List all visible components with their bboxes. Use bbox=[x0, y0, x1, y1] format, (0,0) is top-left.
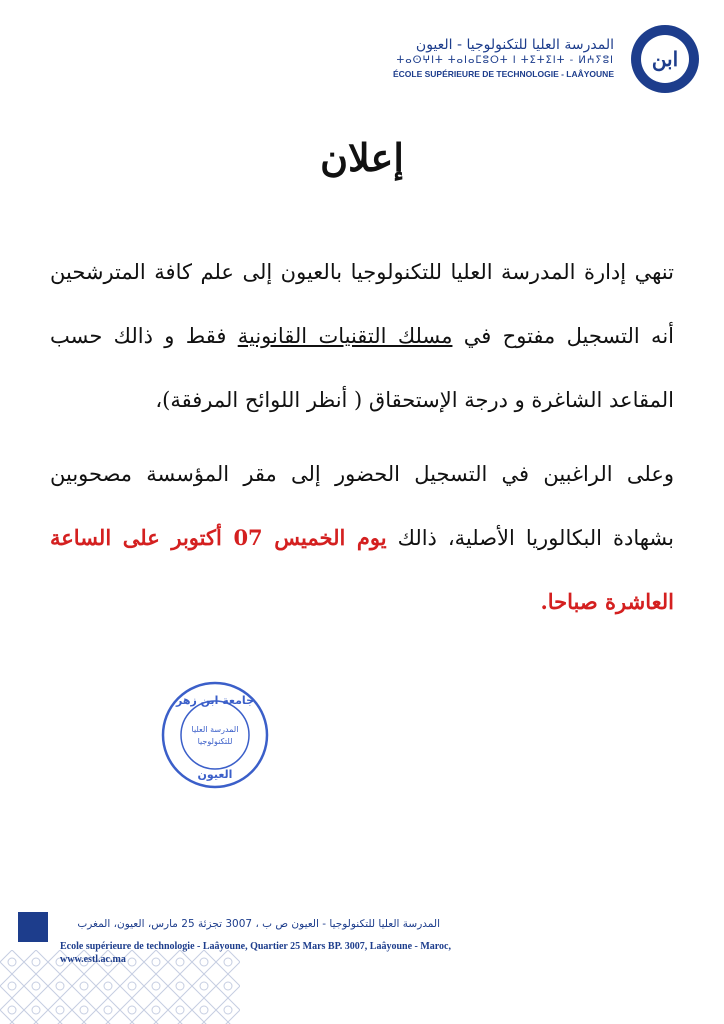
footer-address-french bbox=[60, 940, 490, 966]
footer-address-arabic: المدرسة العليا للتكنولوجيا - العيون ص ب ، 3007 تجزئة 25 مارس، العيون، المغرب bbox=[77, 918, 440, 930]
announcement-body bbox=[50, 240, 674, 634]
school-name-french: ÉCOLE SUPÉRIEURE DE TECHNOLOGIE - LAÂYOUNE bbox=[392, 69, 614, 79]
program-name: مسلك التقنيات القانونية bbox=[237, 324, 453, 348]
date-time-highlight: يوم الخميس 07 أكتوبر على الساعة العاشرة صباحا. bbox=[50, 525, 674, 614]
page-title: إعلان bbox=[320, 135, 404, 180]
university-logo-icon bbox=[628, 22, 702, 96]
stamp-bottom-text: العيون bbox=[197, 768, 233, 781]
stamp-inner-text-2: للتكنولوجيا bbox=[197, 737, 233, 746]
paragraph-1 bbox=[50, 240, 674, 432]
footer-accent-square bbox=[18, 912, 48, 942]
paragraph-2-text-a: وعلى الراغبين في التسجيل الحضور إلى مقر المؤسسة مصحوبين بشهادة البكالوريا الأصلية، ذالك bbox=[50, 462, 675, 550]
footer-address-line: Ecole supérieure de technologie - Laâyoune, Quartier 25 Mars BP. 3007, Laâyoune - Maroc, bbox=[60, 941, 451, 952]
paragraph-2 bbox=[50, 442, 674, 634]
stamp-inner-text-1: المدرسة العليا bbox=[191, 725, 239, 734]
paragraph-1-text-a: تنهي إدارة المدرسة العليا للتكنولوجيا بالعيون إلى علم كافة المترشحين أنه التسجيل مفتوح في bbox=[50, 260, 674, 348]
paragraph-1-text-b: فقط و ذالك حسب المقاعد الشاغرة و درجة الإستحقاق ( أنظر اللوائح المرفقة)، bbox=[50, 324, 674, 412]
svg-text:ابن: ابن bbox=[651, 47, 679, 71]
school-name-tifinagh: ⵜⴰⵙⵖⵏⵜ ⵜⴰⵏⴰⵎⵓⵔⵜ ⵏ ⵜⵉⵜⵉⵏⵜ - ⵍⵄⵢⵓⵏ bbox=[396, 55, 614, 66]
school-name-arabic: المدرسة العليا للتكنولوجيا - العيون bbox=[415, 37, 614, 53]
letterhead bbox=[0, 14, 724, 104]
official-stamp-icon bbox=[160, 680, 270, 790]
school-name-block bbox=[314, 36, 614, 80]
footer-website-link[interactable]: www.estl.ac.ma bbox=[60, 954, 126, 965]
stamp-outer-text: جامعة ابن زهر bbox=[175, 694, 255, 707]
